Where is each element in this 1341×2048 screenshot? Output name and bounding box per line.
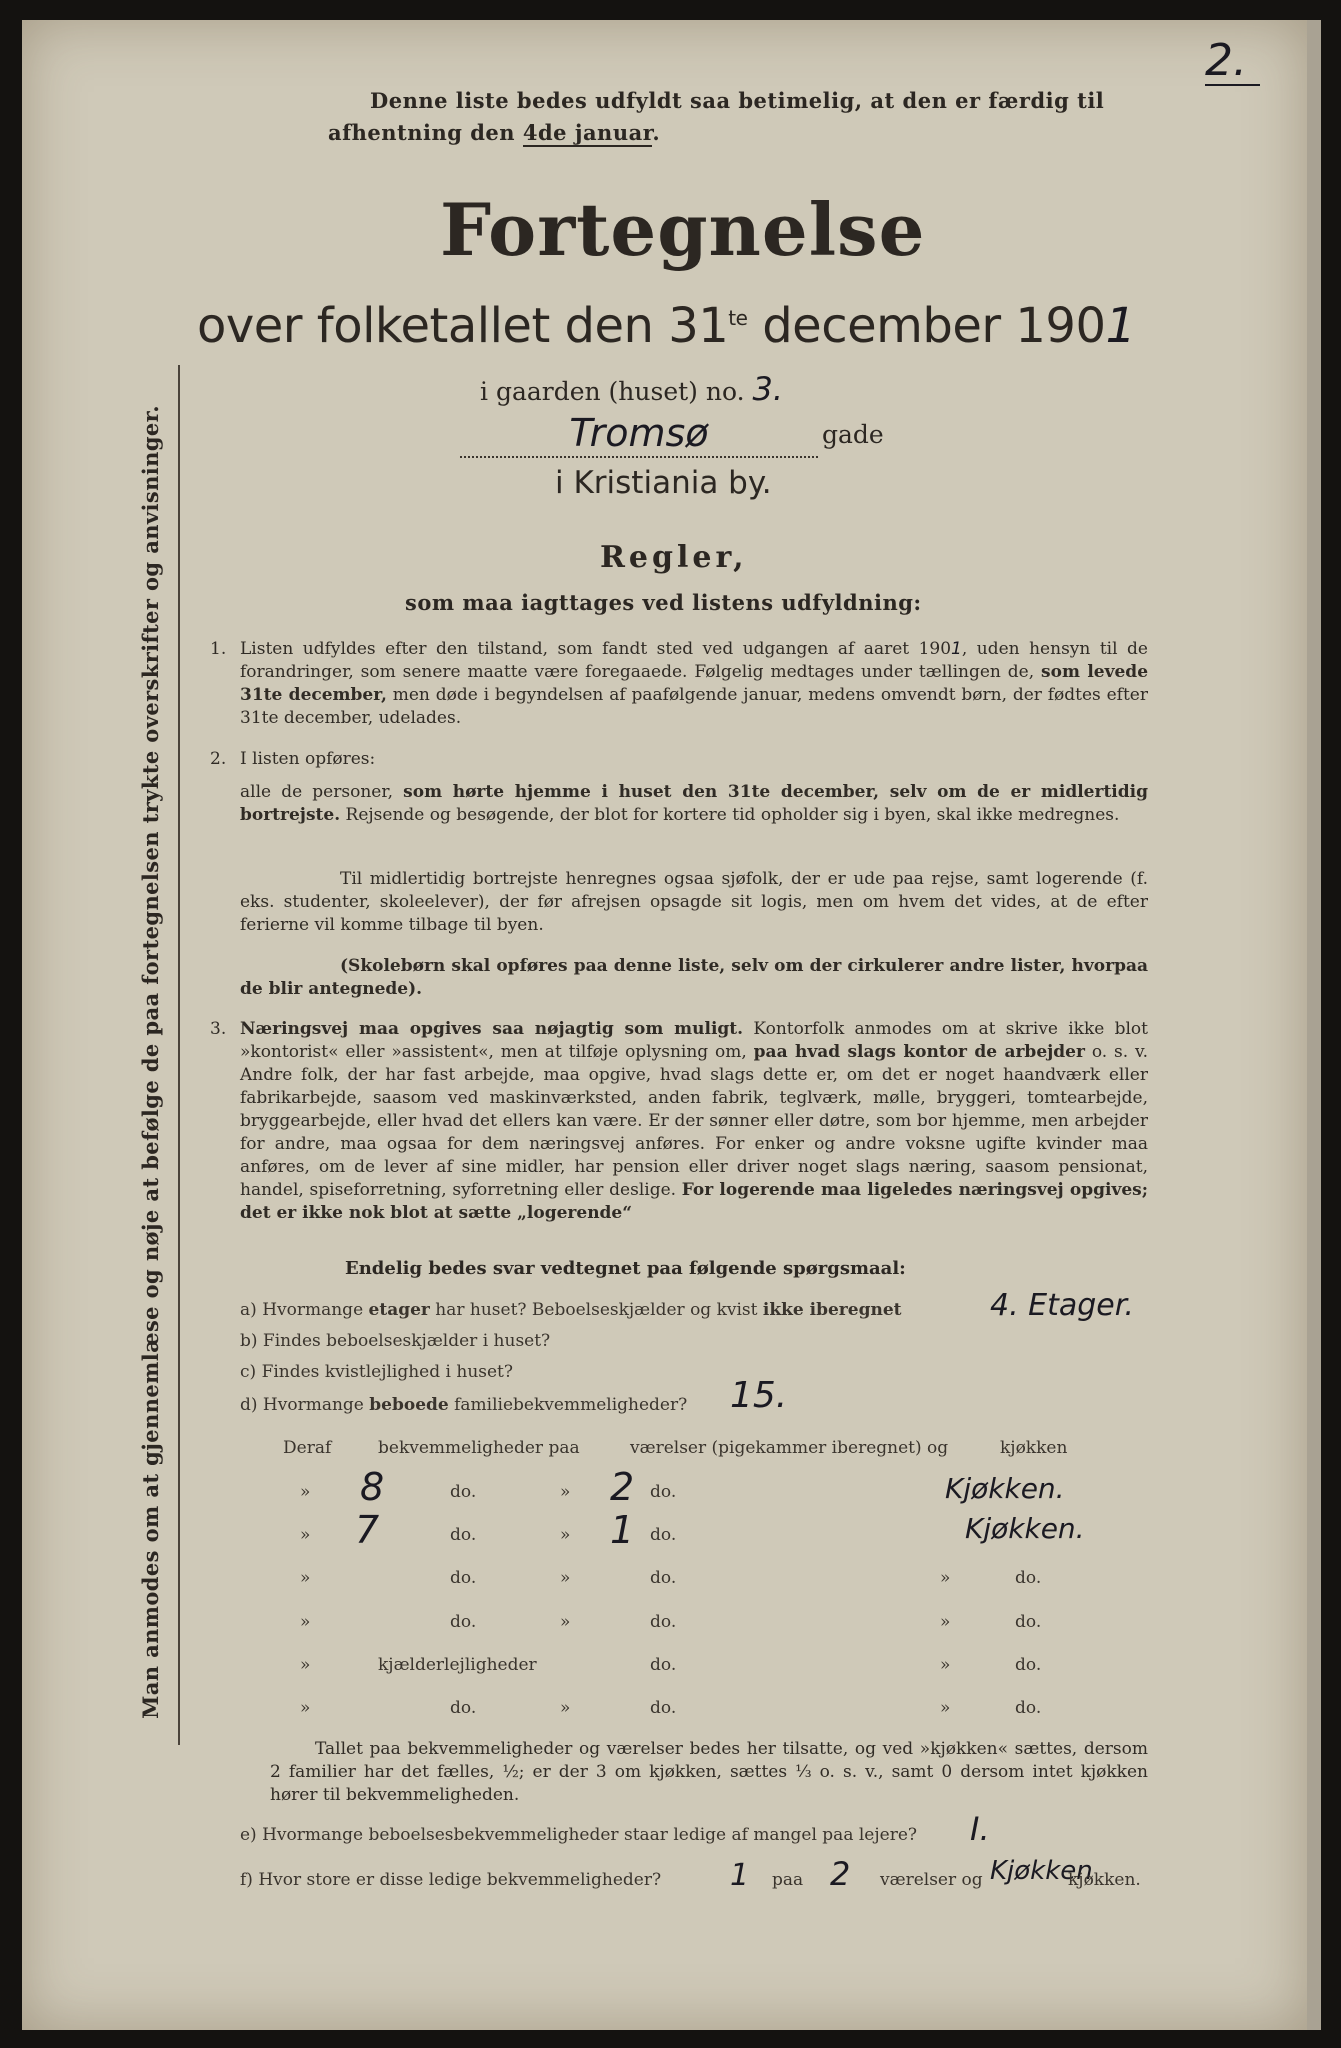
rules-heading: Regler, <box>600 540 748 575</box>
rules-subheading: som maa iagttages ved listens udfyldning: <box>405 590 922 615</box>
address-label: i gaarden (huset) no. 3. <box>480 370 784 408</box>
sidebar-rule <box>178 365 180 1745</box>
question-f: f) Hvor store er disse ledige bekvemmeligheder? <box>240 1870 662 1890</box>
sidebar-instruction: Man anmodes om at gjennemlæse og nøje at befølge de paa fortegnelsen trykte overskrifter og anvisninger. <box>138 405 163 1719</box>
question-b: b) Findes beboelseskjælder i huset? <box>240 1331 551 1351</box>
rule-3-number: 3. <box>210 1019 227 1039</box>
row-1-rooms: 2 <box>610 1465 635 1509</box>
rule-2-intro: I listen opføres: <box>240 749 376 769</box>
row-2-count: 7 <box>355 1508 380 1552</box>
notice-date: 4de januar <box>522 120 653 145</box>
city-line: i Kristiania by. <box>555 465 772 501</box>
rule-2-number: 2. <box>210 749 227 769</box>
rule-2-paragraph-2: Til midlertidig bortrejste henregnes ogsaa sjøfolk, der er ude paa rejse, samt logerende (f. eks. studenter, skoleelever), der før afrejsen opsagde sit logis, men om hvem det vides, at de efter ferierne vil komme tilbage til byen. <box>240 869 1148 935</box>
handwritten-year: 1 <box>1105 298 1136 354</box>
question-f-paa: paa <box>772 1870 804 1890</box>
house-number: 3. <box>752 370 784 408</box>
question-a: a) Hvormange etager har huset? Beboelseskjælder og kvist ikke iberegnet <box>240 1300 902 1320</box>
page-number: 2. <box>1205 38 1260 86</box>
row-1-kitchen: Kjøkken. <box>945 1472 1065 1505</box>
street-field <box>460 410 818 458</box>
rule-3-text: Næringsvej maa opgives saa nøjagtig som muligt. Kontorfolk anmodes om at skrive ikke blot »kontorist« eller »assistent«, men at tilføje oplysning om, paa hvad slags kontor de arbejder o. s. v. Andre folk, der har fast arbejde, maa opgive, hvad slags dette er, om det er noget haandværk eller fabrikarbejde, saasom ved maskinværksted, anden fabrik, teglværk, mølle, bryggeri, tomtearbejde, bryggearbejde, eller hvad det ellers kan være. Er der sønner eller døtre, som bor hjemme, men arbejder for andre, maa ogsaa for dem næringsvej anføres. For enker og andre voksne ugifte kvinder maa anføres, om de lever af sine midler, har pension eller driver noget slags næring, saasom pensionat, handel, spiseforretning, syforretning eller deslige. For logerende maa ligeledes næringsvej opgives; det er ikke nok blot at sætte „logerende“ <box>240 1019 1149 1223</box>
counting-note: Tallet paa bekvemmeligheder og værelser bedes her tilsatte, og ved »kjøkken« sættes, dersom 2 familier har det fælles, ½; er der 3 om kjøkken, sættes ⅓ o. s. v., samt 0 dersom intet kjøkken hører til bekvemmeligheden. <box>270 1739 1148 1805</box>
street-name: Tromsø <box>569 411 709 455</box>
answer-d: 15. <box>730 1375 788 1416</box>
answer-f-kitchen: Kjøkken <box>990 1856 1093 1886</box>
answer-e: I. <box>970 1810 990 1848</box>
questions-intro: Endelig bedes svar vedtegnet paa følgende spørgsmaal: <box>345 1258 906 1279</box>
rule-2-paragraph-3: (Skolebørn skal opføres paa denne liste, selv om der cirkulerer andre lister, hvorpaa de blir antegnede). <box>240 956 1148 999</box>
answer-a: 4. Etager. <box>990 1288 1134 1323</box>
row-2-rooms: 1 <box>610 1508 635 1552</box>
question-d: d) Hvormange beboede familiebekvemmeligheder? <box>240 1395 688 1415</box>
rule-1-number: 1. <box>210 639 227 659</box>
header-kjokken: kjøkken <box>1000 1438 1068 1458</box>
notice-line-2: afhentning den 4de januar. <box>328 120 661 145</box>
question-f-vaerelser: værelser og <box>880 1870 983 1890</box>
question-c: c) Findes kvistlejlighed i huset? <box>240 1362 514 1382</box>
answer-f-count: 1 <box>730 1858 750 1893</box>
answer-f-rooms: 2 <box>830 1855 851 1893</box>
header-vaerelser: værelser (pigekammer iberegnet) og <box>630 1438 949 1458</box>
page-edge <box>1307 20 1321 2030</box>
question-e: e) Hvormange beboelsesbekvemmeligheder staar ledige af mangel paa lejere? <box>240 1825 917 1845</box>
question-f-kjokken: kjøkken. <box>1068 1870 1141 1890</box>
street-suffix: gade <box>822 420 884 449</box>
form-title: Fortegnelse <box>440 187 926 272</box>
notice-line-1: Denne liste bedes udfyldt saa betimelig, at den er færdig til <box>370 88 1105 113</box>
row-1-count: 8 <box>360 1465 385 1509</box>
rule-1-text: Listen udfyldes efter den tilstand, som fandt sted ved udgangen af aaret 1901, uden hensyn til de forandringer, som senere maatte være foregaaede. Følgelig medtages under tællingen de, som levede 31te december, men døde i begyndelsen af paafølgende januar, medens omvendt børn, der fødtes efter 31te december, udelades. <box>240 639 1149 728</box>
rule-2-text: alle de personer, som hørte hjemme i huset den 31te december, selv om de er midlertidig bortrejste. Rejsende og besøgende, der blot for kortere tid opholder sig i byen, skal ikke medregnes. <box>240 782 1148 825</box>
row-2-kitchen: Kjøkken. <box>965 1512 1085 1545</box>
header-bekvemmeligheder: bekvemmeligheder paa <box>378 1438 580 1458</box>
form-subtitle: over folketallet den $31^{te}$ december 1901 <box>197 298 1136 354</box>
header-deraf: Deraf <box>283 1438 332 1458</box>
